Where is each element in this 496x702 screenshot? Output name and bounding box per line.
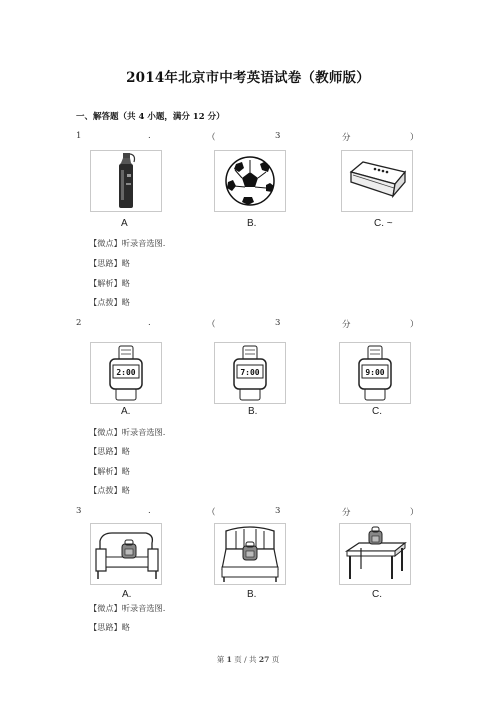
option-c-label: C. [372, 589, 382, 600]
option-a-image [90, 523, 162, 585]
question-number: 1 [76, 131, 82, 141]
question-dot: . [148, 506, 151, 516]
option-b-label: B. [247, 589, 257, 600]
close-paren: ） [410, 133, 419, 143]
open-paren: （ [207, 320, 216, 330]
option-a-label: A [121, 218, 128, 229]
option-b-image [214, 342, 286, 404]
page-footer [0, 654, 496, 665]
question-points: 3 [275, 506, 281, 516]
option-b-label: B. [248, 406, 258, 417]
note-tip: 【点拨】略 [89, 485, 130, 495]
option-c-image [341, 150, 413, 212]
question-number: 3 [76, 506, 82, 516]
question-1-header [76, 131, 418, 143]
question-points: 3 [275, 318, 281, 328]
question-2-header [76, 318, 418, 330]
points-unit: 分 [342, 508, 351, 518]
option-a-label: A. [122, 589, 132, 600]
page-title: 2014年北京市中考英语试卷（教师版） [126, 70, 370, 86]
question-points: 3 [275, 131, 281, 141]
watch-time: 7:00 [240, 368, 260, 377]
note-approach: 【思路】略 [89, 622, 130, 632]
option-b-label: B. [247, 218, 257, 229]
note-analysis: 【解析】略 [89, 278, 130, 288]
watch-time: 9:00 [365, 368, 385, 377]
section-heading: 一、解答题（共 4 小题，满分 12 分） [76, 112, 225, 122]
points-unit: 分 [342, 320, 351, 330]
question-3-header [76, 506, 418, 518]
note-tip: 【点拨】略 [89, 297, 130, 307]
question-dot: . [148, 318, 151, 328]
footer-total-pages: 27 [258, 655, 270, 664]
option-b-image [214, 150, 286, 212]
option-c-image [339, 523, 411, 585]
note-analysis: 【解析】略 [89, 466, 130, 476]
footer-middle: 页 / 共 [234, 655, 257, 664]
footer-prefix: 第 [216, 655, 225, 664]
option-b-image [214, 523, 286, 585]
open-paren: （ [207, 508, 216, 518]
points-unit: 分 [342, 133, 351, 143]
footer-suffix: 页 [271, 655, 280, 664]
close-paren: ） [410, 508, 419, 518]
close-paren: ） [410, 320, 419, 330]
watch-time: 2:00 [116, 368, 136, 377]
option-a-image [90, 150, 162, 212]
option-c-label: C. ~ [374, 218, 393, 229]
note-approach: 【思路】略 [89, 446, 130, 456]
option-a-label: A. [121, 406, 131, 417]
question-number: 2 [76, 318, 82, 328]
note-key-point: 【微点】听录音选图. [89, 238, 166, 248]
note-key-point: 【微点】听录音选图. [89, 427, 166, 437]
option-c-label: C. [372, 406, 382, 417]
question-dot: . [148, 131, 151, 141]
open-paren: （ [207, 133, 216, 143]
option-a-image [90, 342, 162, 404]
note-approach: 【思路】略 [89, 258, 130, 268]
note-key-point: 【微点】听录音选图. [89, 603, 166, 613]
option-c-image [339, 342, 411, 404]
footer-page-number: 1 [226, 655, 232, 664]
